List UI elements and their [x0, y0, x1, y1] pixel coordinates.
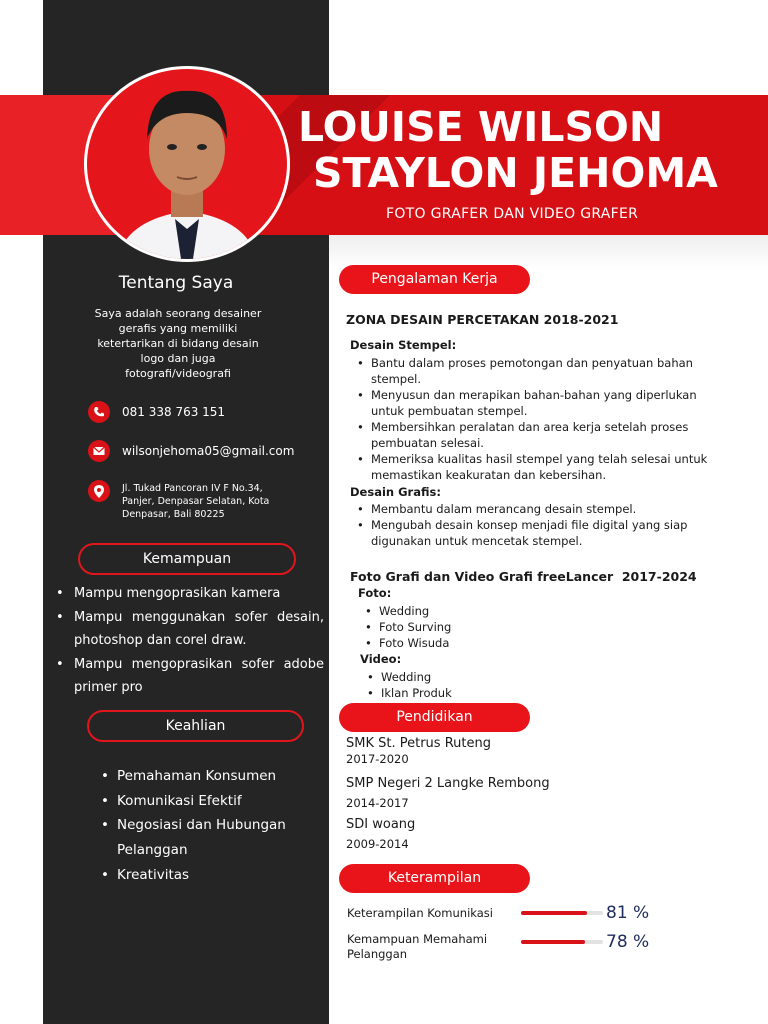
- skill-label: Keterampilan Komunikasi: [347, 906, 493, 920]
- list-item: • Mengubah desain konsep menjadi file digital yang siap digunakan untuk mencetak stempel.: [357, 517, 729, 549]
- pendidikan-heading: Pendidikan: [339, 703, 530, 732]
- school-years: 2009-2014: [346, 837, 409, 851]
- phone-icon: [88, 401, 110, 423]
- list-item: • Mampu mengoprasikan kamera: [56, 582, 324, 606]
- stempel-list: [357, 355, 729, 483]
- list-item: • Pemahaman Konsumen: [101, 764, 317, 789]
- list-item: • Wedding: [367, 669, 452, 685]
- list-item: • Bantu dalam proses pemotongan dan penyatuan bahan stempel.: [357, 355, 729, 387]
- profile-photo: [84, 66, 290, 262]
- list-item: • Mampu menggunakan sofer desain, photoshop dan corel draw.: [56, 606, 324, 653]
- skill-percent: 78 %: [606, 932, 650, 952]
- list-item: • Wedding: [365, 603, 451, 619]
- kemampuan-heading: Kemampuan: [78, 543, 296, 575]
- contact-address: [88, 480, 298, 521]
- skill-bar: [521, 940, 603, 944]
- skill-label: Kemampuan Memahami Pelanggan: [347, 932, 488, 961]
- video-title: Video:: [360, 652, 402, 666]
- list-item: • Mampu mengoprasikan sofer adobe primer pro: [56, 653, 324, 700]
- keahlian-list: [101, 764, 317, 888]
- location-pin-icon: [88, 480, 110, 502]
- skill-bar-fill: [521, 911, 587, 915]
- phone-number: 081 338 763 151: [122, 405, 226, 419]
- list-item: • Foto Surving: [365, 619, 451, 635]
- list-item: • Menyusun dan merapikan bahan-bahan yang diperlukan untuk pembuatan stempel.: [357, 387, 729, 419]
- pengalaman-heading: Pengalaman Kerja: [339, 265, 530, 294]
- school-name: SDI woang: [346, 817, 416, 832]
- name-line-1: LOUISE WILSON: [298, 103, 664, 151]
- email-address[interactable]: wilsonjehoma05@gmail.com: [122, 444, 295, 458]
- kemampuan-list: [56, 582, 324, 700]
- list-item: • Kreativitas: [101, 863, 317, 888]
- school-name: SMP Negeri 2 Langke Rembong: [346, 776, 550, 791]
- school-years: 2017-2020: [346, 752, 409, 766]
- skill-bar-fill: [521, 940, 585, 944]
- list-item: • Membersihkan peralatan dan area kerja setelah proses pembuatan selesai.: [357, 419, 729, 451]
- name-line-2: STAYLON JEHOMA: [313, 149, 718, 197]
- list-item: • Foto Wisuda: [365, 635, 451, 651]
- keahlian-heading: Keahlian: [87, 710, 304, 742]
- job1-title: ZONA DESAIN PERCETAKAN 2018-2021: [346, 312, 619, 327]
- list-item: • Iklan Produk: [367, 685, 452, 701]
- banner-shadow: [329, 235, 768, 269]
- grafis-title: Desain Grafis:: [350, 485, 441, 499]
- about-text: Saya adalah seorang desainer gerafis yang memiliki ketertarikan di bidang desain logo dan juga fotografi/videografi: [94, 307, 262, 380]
- foto-list: [365, 603, 451, 651]
- grafis-list: [357, 501, 729, 549]
- school-years: 2014-2017: [346, 796, 409, 810]
- skill-bar: [521, 911, 603, 915]
- job-title: FOTO GRAFER DAN VIDEO GRAFER: [386, 206, 639, 222]
- job2-title: Foto Grafi dan Video Grafi freeLancer 2017-2024: [350, 569, 697, 584]
- skill-percent: 81 %: [606, 903, 650, 923]
- about-title: Tentang Saya: [118, 273, 234, 293]
- keterampilan-heading: Keterampilan: [339, 864, 530, 893]
- video-list: [367, 669, 452, 701]
- list-item: • Negosiasi dan Hubungan Pelanggan: [101, 813, 317, 862]
- school-name: SMK St. Petrus Ruteng: [346, 736, 491, 751]
- address-text: Jl. Tukad Pancoran IV F No.34, Panjer, Denpasar Selatan, Kota Denpasar, Bali 80225: [122, 483, 270, 520]
- list-item: • Memeriksa kualitas hasil stempel yang telah selesai untuk memastikan keakuratan dan kebersihan.: [357, 451, 729, 483]
- list-item: • Komunikasi Efektif: [101, 789, 317, 814]
- foto-title: Foto:: [358, 586, 392, 600]
- mail-icon: [88, 440, 110, 462]
- contact-phone: [88, 401, 225, 423]
- stempel-title: Desain Stempel:: [350, 338, 457, 352]
- contact-email: [88, 440, 294, 462]
- list-item: • Membantu dalam merancang desain stempel.: [357, 501, 729, 517]
- person-name: [298, 104, 768, 196]
